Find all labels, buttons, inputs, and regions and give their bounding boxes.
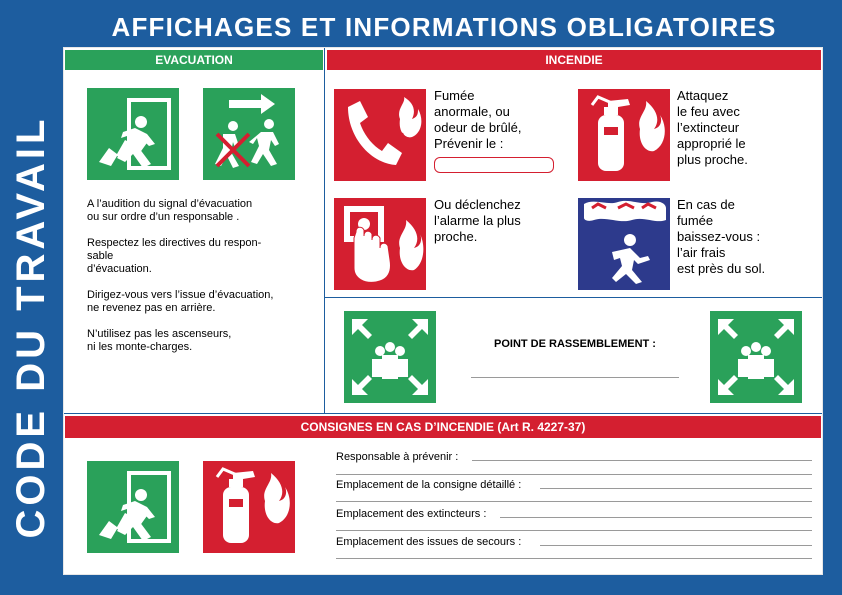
field-consigne-label: Emplacement de la consigne détaillé : <box>336 479 522 491</box>
field-issues-line[interactable] <box>540 545 812 546</box>
evacuation-text <box>87 198 312 354</box>
emergency-exit-icon <box>87 461 179 553</box>
consignes-header: CONSIGNES EN CAS D’INCENDIE (Art R. 4227-37) <box>65 416 821 438</box>
page-title: AFFICHAGES ET INFORMATIONS OBLIGATOIRES <box>111 12 777 42</box>
assembly-point-icon <box>710 311 802 403</box>
field-responsable-line[interactable] <box>472 460 812 461</box>
evacuation-header: EVACUATION <box>65 50 323 70</box>
vertical-divider <box>324 48 325 413</box>
fire-phone-icon <box>334 89 426 181</box>
incendie-text-2: Attaquez le feu avec l’extincteur approprié le plus proche. <box>677 88 748 167</box>
assembly-point-icon <box>344 311 436 403</box>
assembly-point-label: POINT DE RASSEMBLEMENT : <box>494 338 656 350</box>
evac-para-1: A l’audition du signal d’évacuation ou sur ordre d’un responsable . <box>87 198 253 223</box>
horizontal-divider <box>325 297 822 298</box>
bottom-divider <box>64 413 822 414</box>
field-extincteurs-line[interactable] <box>500 517 812 518</box>
exit-arrow-icon <box>203 88 295 180</box>
incendie-text-3: Ou déclenchez l’alarme la plus proche. <box>434 197 521 244</box>
smoke-crouch-icon <box>578 198 670 290</box>
field-line-extra <box>336 501 812 502</box>
field-line-extra <box>336 558 812 559</box>
incendie-text-4: En cas de fumée baissez-vous : l’air frais est près du sol. <box>677 197 766 276</box>
incendie-text-1: Fumée anormale, ou odeur de brûlé, Prévenir le : <box>434 88 522 151</box>
evac-para-2: Respectez les directives du respon- sable d’évacuation. <box>87 237 262 275</box>
field-extincteurs-label: Emplacement des extincteurs : <box>336 508 487 520</box>
assembly-point-line[interactable] <box>471 377 679 378</box>
evac-para-4: N’utilisez pas les ascenseurs, ni les monte-charges. <box>87 328 232 353</box>
fire-alarm-icon <box>334 198 426 290</box>
field-responsable-label: Responsable à prévenir : <box>336 451 459 463</box>
field-line-extra <box>336 474 812 475</box>
incendie-header: INCENDIE <box>327 50 821 70</box>
phone-number-field[interactable] <box>434 157 554 173</box>
fire-extinguisher-icon <box>578 89 670 181</box>
emergency-exit-icon <box>87 88 179 180</box>
field-consigne-line[interactable] <box>540 488 812 489</box>
fire-extinguisher-icon <box>203 461 295 553</box>
evac-para-3: Dirigez-vous vers l’issue d’évacuation, ne revenez pas en arrière. <box>87 289 274 314</box>
field-issues-label: Emplacement des issues de secours : <box>336 536 522 548</box>
field-line-extra <box>336 530 812 531</box>
side-title: CODE DU TRAVAIL <box>9 115 53 539</box>
